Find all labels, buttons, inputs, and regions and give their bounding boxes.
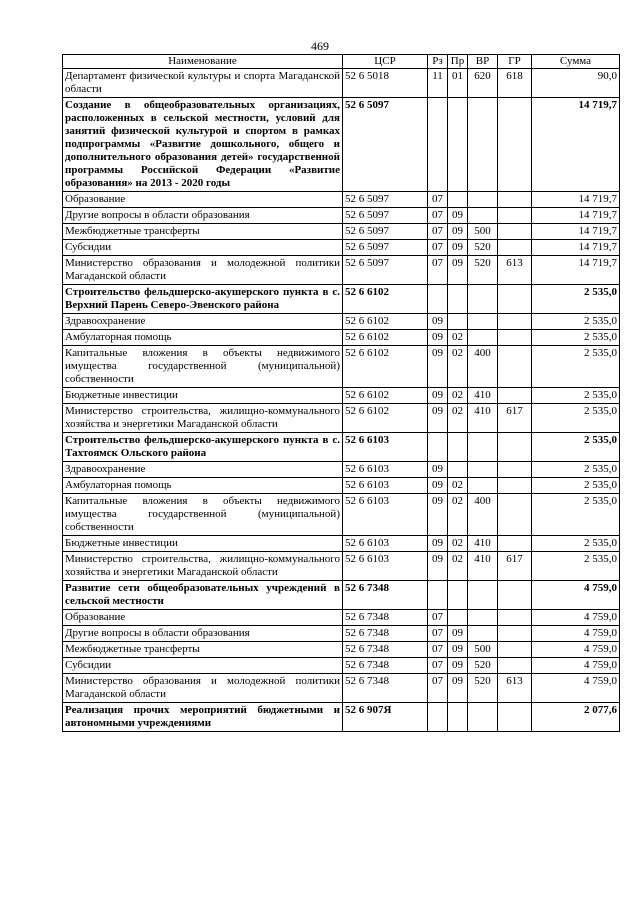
cell-rz: 09 (428, 314, 448, 330)
table-row (63, 626, 620, 642)
cell-pr: 02 (448, 388, 468, 404)
cell-csr: 52 6 7348 (343, 626, 428, 642)
cell-name: Здравоохранение (63, 462, 343, 478)
table-row (63, 404, 620, 433)
cell-gr (498, 462, 532, 478)
cell-csr: 52 6 6102 (343, 346, 428, 388)
cell-gr (498, 330, 532, 346)
cell-gr (498, 494, 532, 536)
cell-gr: 613 (498, 674, 532, 703)
cell-csr: 52 6 7348 (343, 674, 428, 703)
cell-csr: 52 6 6102 (343, 404, 428, 433)
cell-vr (468, 285, 498, 314)
cell-pr (448, 433, 468, 462)
cell-csr: 52 6 7348 (343, 658, 428, 674)
cell-vr: 500 (468, 224, 498, 240)
cell-name: Капитальные вложения в объекты недвижимого имущества государственной (муниципальной) собственности (63, 346, 343, 388)
cell-sum: 14 719,7 (532, 192, 620, 208)
cell-pr: 09 (448, 256, 468, 285)
cell-pr: 09 (448, 240, 468, 256)
cell-gr (498, 224, 532, 240)
cell-csr: 52 6 5097 (343, 208, 428, 224)
cell-vr (468, 208, 498, 224)
cell-gr (498, 208, 532, 224)
cell-pr: 02 (448, 536, 468, 552)
cell-name: Министерство образования и молодежной политики Магаданской области (63, 674, 343, 703)
cell-pr (448, 192, 468, 208)
table-row (63, 224, 620, 240)
cell-name: Капитальные вложения в объекты недвижимого имущества государственной (муниципальной) собственности (63, 494, 343, 536)
cell-rz: 09 (428, 478, 448, 494)
cell-rz: 09 (428, 330, 448, 346)
cell-gr (498, 581, 532, 610)
cell-rz: 07 (428, 208, 448, 224)
cell-name: Министерство строительства, жилищно-коммунального хозяйства и энергетики Магаданской области (63, 404, 343, 433)
cell-sum: 4 759,0 (532, 610, 620, 626)
table-row (63, 192, 620, 208)
cell-name: Субсидии (63, 658, 343, 674)
cell-pr: 02 (448, 552, 468, 581)
table-row (63, 69, 620, 98)
cell-csr: 52 6 5097 (343, 240, 428, 256)
cell-pr (448, 703, 468, 732)
header-rz: Рз (428, 55, 448, 69)
cell-vr (468, 581, 498, 610)
cell-rz: 09 (428, 462, 448, 478)
cell-pr: 02 (448, 478, 468, 494)
cell-name: Министерство строительства, жилищно-коммунального хозяйства и энергетики Магаданской области (63, 552, 343, 581)
cell-sum: 4 759,0 (532, 581, 620, 610)
table-row (63, 98, 620, 192)
cell-name: Амбулаторная помощь (63, 330, 343, 346)
cell-rz: 07 (428, 240, 448, 256)
cell-name: Бюджетные инвестиции (63, 388, 343, 404)
cell-pr (448, 581, 468, 610)
cell-name: Бюджетные инвестиции (63, 536, 343, 552)
cell-name: Реализация прочих мероприятий бюджетными и автономными учреждениями (63, 703, 343, 732)
table-row (63, 552, 620, 581)
cell-vr (468, 610, 498, 626)
cell-sum: 4 759,0 (532, 658, 620, 674)
cell-rz: 09 (428, 494, 448, 536)
header-name: Наименование (63, 55, 343, 69)
cell-vr (468, 478, 498, 494)
cell-csr: 52 6 907Я (343, 703, 428, 732)
cell-csr: 52 6 6102 (343, 330, 428, 346)
cell-gr (498, 703, 532, 732)
cell-name: Другие вопросы в области образования (63, 208, 343, 224)
cell-sum: 14 719,7 (532, 224, 620, 240)
cell-vr (468, 433, 498, 462)
cell-name: Образование (63, 610, 343, 626)
header-csr: ЦСР (343, 55, 428, 69)
table-row (63, 536, 620, 552)
cell-gr (498, 536, 532, 552)
cell-vr: 410 (468, 552, 498, 581)
table-row (63, 494, 620, 536)
cell-gr (498, 314, 532, 330)
header-sum: Сумма (532, 55, 620, 69)
cell-name: Министерство образования и молодежной политики Магаданской области (63, 256, 343, 285)
cell-name: Департамент физической культуры и спорта Магаданской области (63, 69, 343, 98)
cell-sum: 2 535,0 (532, 330, 620, 346)
table-row (63, 240, 620, 256)
cell-gr (498, 240, 532, 256)
cell-csr: 52 6 5097 (343, 224, 428, 240)
cell-vr: 520 (468, 674, 498, 703)
cell-gr: 617 (498, 552, 532, 581)
cell-vr: 400 (468, 494, 498, 536)
cell-csr: 52 6 6103 (343, 433, 428, 462)
header-vr: ВР (468, 55, 498, 69)
table-row (63, 703, 620, 732)
cell-rz: 11 (428, 69, 448, 98)
cell-vr (468, 98, 498, 192)
cell-rz: 07 (428, 642, 448, 658)
cell-name: Развитие сети общеобразовательных учреждений в сельской местности (63, 581, 343, 610)
cell-vr (468, 192, 498, 208)
cell-sum: 2 535,0 (532, 285, 620, 314)
cell-rz: 07 (428, 224, 448, 240)
cell-vr: 410 (468, 536, 498, 552)
table-row (63, 388, 620, 404)
cell-csr: 52 6 5097 (343, 256, 428, 285)
cell-vr: 620 (468, 69, 498, 98)
cell-csr: 52 6 5097 (343, 192, 428, 208)
header-gr: ГР (498, 55, 532, 69)
cell-name: Образование (63, 192, 343, 208)
cell-pr: 09 (448, 208, 468, 224)
cell-sum: 14 719,7 (532, 208, 620, 224)
cell-vr (468, 462, 498, 478)
cell-sum: 2 535,0 (532, 494, 620, 536)
cell-rz: 07 (428, 674, 448, 703)
cell-pr: 02 (448, 404, 468, 433)
cell-vr (468, 330, 498, 346)
table-row (63, 478, 620, 494)
table-row (63, 658, 620, 674)
cell-sum: 14 719,7 (532, 240, 620, 256)
cell-csr: 52 6 7348 (343, 642, 428, 658)
cell-vr: 520 (468, 658, 498, 674)
cell-gr (498, 388, 532, 404)
cell-rz: 07 (428, 610, 448, 626)
cell-gr (498, 346, 532, 388)
table-row (63, 433, 620, 462)
cell-gr: 618 (498, 69, 532, 98)
cell-vr: 520 (468, 256, 498, 285)
cell-name: Здравоохранение (63, 314, 343, 330)
cell-pr: 01 (448, 69, 468, 98)
table-row (63, 610, 620, 626)
cell-csr: 52 6 6103 (343, 536, 428, 552)
table-row (63, 330, 620, 346)
cell-csr: 52 6 6103 (343, 478, 428, 494)
table-header-row (63, 55, 620, 69)
cell-gr (498, 658, 532, 674)
cell-rz: 07 (428, 192, 448, 208)
table-row (63, 256, 620, 285)
cell-name: Субсидии (63, 240, 343, 256)
cell-vr: 500 (468, 642, 498, 658)
cell-sum: 2 535,0 (532, 478, 620, 494)
cell-rz (428, 98, 448, 192)
cell-sum: 14 719,7 (532, 98, 620, 192)
cell-csr: 52 6 6103 (343, 552, 428, 581)
cell-csr: 52 6 6103 (343, 462, 428, 478)
cell-gr (498, 642, 532, 658)
cell-gr: 613 (498, 256, 532, 285)
cell-name: Строительство фельдшерско-акушерского пункта в с. Тахтоямск Ольского района (63, 433, 343, 462)
table-row (63, 581, 620, 610)
cell-gr (498, 626, 532, 642)
cell-rz: 09 (428, 536, 448, 552)
cell-pr (448, 610, 468, 626)
cell-name: Межбюджетные трансферты (63, 642, 343, 658)
cell-sum: 2 535,0 (532, 314, 620, 330)
cell-rz: 09 (428, 404, 448, 433)
cell-csr: 52 6 5018 (343, 69, 428, 98)
cell-name: Межбюджетные трансферты (63, 224, 343, 240)
cell-vr (468, 626, 498, 642)
cell-vr: 410 (468, 404, 498, 433)
cell-sum: 14 719,7 (532, 256, 620, 285)
cell-gr (498, 98, 532, 192)
cell-pr: 09 (448, 626, 468, 642)
cell-sum: 2 535,0 (532, 462, 620, 478)
cell-sum: 2 535,0 (532, 346, 620, 388)
cell-name: Создание в общеобразовательных организациях, расположенных в сельской местности, условий для занятий физической культурой и спортом в рамках подпрограммы «Развитие дошкольного, общего и дополнительного образования детей» государственной программы Российской Федерации «Развитие образования» на 2013 - 2020 годы (63, 98, 343, 192)
cell-gr (498, 285, 532, 314)
cell-sum: 2 535,0 (532, 404, 620, 433)
cell-csr: 52 6 5097 (343, 98, 428, 192)
cell-csr: 52 6 6103 (343, 494, 428, 536)
cell-vr (468, 703, 498, 732)
table-row (63, 285, 620, 314)
cell-name: Амбулаторная помощь (63, 478, 343, 494)
cell-name: Строительство фельдшерско-акушерского пункта в с. Верхний Парень Северо-Эвенского района (63, 285, 343, 314)
cell-rz: 07 (428, 256, 448, 285)
cell-gr: 617 (498, 404, 532, 433)
cell-rz (428, 703, 448, 732)
cell-pr (448, 314, 468, 330)
cell-rz (428, 581, 448, 610)
cell-csr: 52 6 7348 (343, 610, 428, 626)
cell-sum: 90,0 (532, 69, 620, 98)
cell-sum: 2 535,0 (532, 433, 620, 462)
page-number: 469 (311, 39, 329, 53)
cell-pr (448, 285, 468, 314)
table-body (63, 69, 620, 732)
cell-rz (428, 433, 448, 462)
cell-vr (468, 314, 498, 330)
cell-rz: 09 (428, 388, 448, 404)
table-row (63, 346, 620, 388)
budget-table (62, 54, 620, 732)
header-pr: Пр (448, 55, 468, 69)
cell-name: Другие вопросы в области образования (63, 626, 343, 642)
table-row (63, 674, 620, 703)
cell-gr (498, 192, 532, 208)
cell-csr: 52 6 6102 (343, 314, 428, 330)
cell-vr: 400 (468, 346, 498, 388)
table-row (63, 642, 620, 658)
cell-sum: 4 759,0 (532, 674, 620, 703)
cell-pr: 09 (448, 224, 468, 240)
cell-sum: 4 759,0 (532, 626, 620, 642)
cell-gr (498, 433, 532, 462)
cell-pr: 09 (448, 674, 468, 703)
cell-csr: 52 6 7348 (343, 581, 428, 610)
cell-csr: 52 6 6102 (343, 388, 428, 404)
cell-rz: 07 (428, 626, 448, 642)
table-row (63, 314, 620, 330)
table-row (63, 462, 620, 478)
cell-pr (448, 462, 468, 478)
cell-gr (498, 610, 532, 626)
cell-rz: 07 (428, 658, 448, 674)
cell-rz (428, 285, 448, 314)
cell-pr: 09 (448, 642, 468, 658)
cell-rz: 09 (428, 552, 448, 581)
cell-pr: 02 (448, 346, 468, 388)
cell-sum: 2 077,6 (532, 703, 620, 732)
cell-pr: 02 (448, 330, 468, 346)
cell-sum: 2 535,0 (532, 552, 620, 581)
cell-sum: 2 535,0 (532, 388, 620, 404)
cell-sum: 4 759,0 (532, 642, 620, 658)
cell-sum: 2 535,0 (532, 536, 620, 552)
cell-rz: 09 (428, 346, 448, 388)
cell-vr: 410 (468, 388, 498, 404)
cell-csr: 52 6 6102 (343, 285, 428, 314)
cell-pr: 02 (448, 494, 468, 536)
cell-vr: 520 (468, 240, 498, 256)
cell-gr (498, 478, 532, 494)
cell-pr (448, 98, 468, 192)
table-row (63, 208, 620, 224)
cell-pr: 09 (448, 658, 468, 674)
